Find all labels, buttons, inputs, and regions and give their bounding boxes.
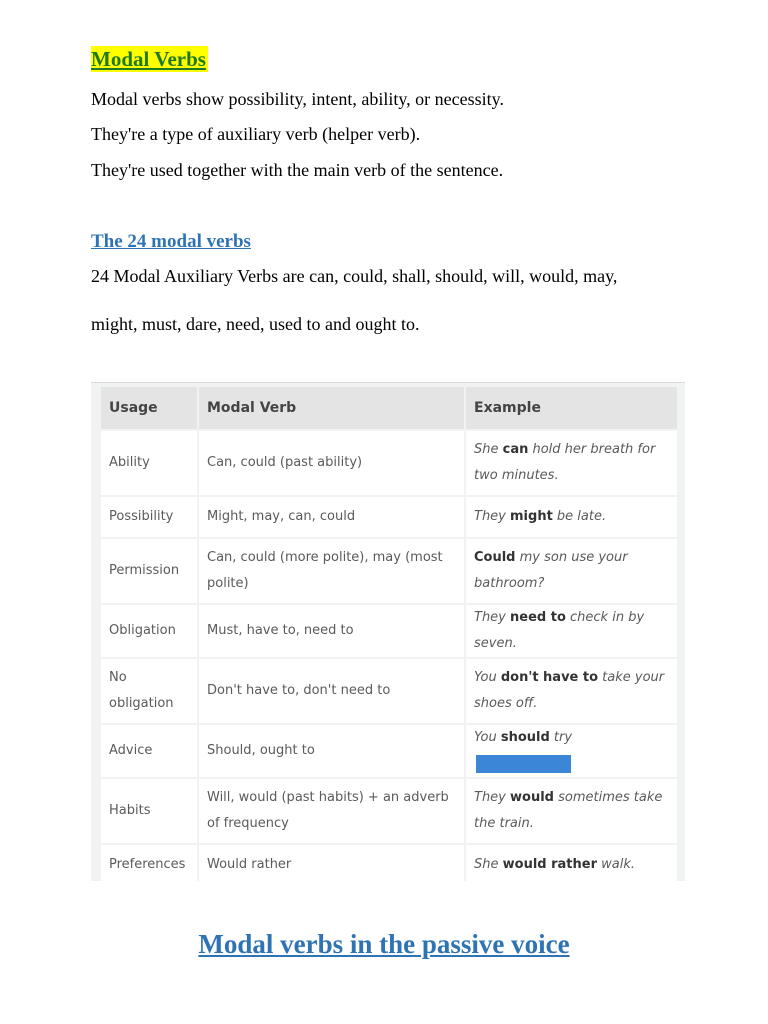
usage-cell: Obligation: [101, 605, 197, 657]
modal-verbs-table: [99, 385, 679, 887]
table-row: [101, 779, 677, 843]
example-text-before: They: [474, 790, 511, 805]
table-header-row: [101, 387, 677, 429]
example-text-before: You: [474, 670, 501, 685]
example-text-before: She: [474, 857, 503, 872]
example-modal-verb: might: [510, 509, 553, 524]
example-text-before: You: [474, 730, 501, 745]
example-modal-verb: can: [502, 442, 529, 457]
table-row: [101, 431, 677, 495]
section-heading: The 24 modal verbs: [91, 231, 251, 252]
modal-verb-cell: Might, may, can, could: [199, 497, 464, 537]
example-cell: [466, 845, 677, 885]
table-row: [101, 497, 677, 537]
modal-verb-cell: Can, could (past ability): [199, 431, 464, 495]
table-row: [101, 845, 677, 885]
example-modal-verb: should: [500, 730, 550, 745]
example-cell: [466, 725, 677, 777]
example-text-after: walk.: [597, 857, 636, 872]
modal-list-line-2: might, must, dare, need, used to and ought to.: [91, 314, 420, 334]
intro-line-2: They're a type of auxiliary verb (helper verb).: [91, 124, 421, 144]
intro-line-3: They're used together with the main verb of the sentence.: [91, 160, 504, 180]
example-modal-verb: don't have to: [500, 670, 599, 685]
modal-verb-cell: Can, could (more polite), may (most polite): [199, 539, 464, 603]
usage-cell: No obligation: [101, 659, 197, 723]
example-cell: [466, 431, 677, 495]
table-row: [101, 725, 677, 777]
modal-verb-cell: Would rather: [199, 845, 464, 885]
usage-cell: Habits: [101, 779, 197, 843]
highlight-box: [476, 755, 571, 773]
example-text-after: my son use your bathroom?: [474, 550, 628, 591]
example-text-after: be late.: [552, 509, 607, 524]
example-cell: [466, 779, 677, 843]
modal-verb-cell: Don't have to, don't need to: [199, 659, 464, 723]
modal-verb-cell: Must, have to, need to: [199, 605, 464, 657]
example-text-after: take your shoes off.: [474, 670, 665, 711]
example-modal-verb: would: [510, 790, 554, 805]
example-cell: [466, 539, 677, 603]
example-text-before: She: [474, 442, 503, 457]
intro-line-1: Modal verbs show possibility, intent, ability, or necessity.: [91, 89, 504, 109]
usage-cell: Permission: [101, 539, 197, 603]
example-text-after: try: [549, 730, 573, 745]
example-modal-verb: Could: [474, 550, 516, 565]
example-modal-verb: would rather: [502, 857, 597, 872]
example-cell: [466, 659, 677, 723]
usage-cell: Preferences: [101, 845, 197, 885]
example-cell: [466, 497, 677, 537]
usage-cell: Ability: [101, 431, 197, 495]
modal-verbs-table-image: [91, 382, 685, 881]
modal-verb-cell: Will, would (past habits) + an adverb of frequency: [199, 779, 464, 843]
column-header-usage: Usage: [101, 387, 197, 429]
example-text-after: hold her breath for two minutes.: [474, 442, 656, 483]
example-text-before: They: [474, 610, 511, 625]
modal-list-line-1: 24 Modal Auxiliary Verbs are can, could, shall, should, will, would, may,: [91, 266, 618, 286]
table-row: [101, 539, 677, 603]
footer-heading: [0, 926, 768, 962]
example-text-after: sometimes take the train.: [474, 790, 663, 831]
example-text-after: check in by seven.: [474, 610, 645, 651]
column-header-modal-verb: Modal Verb: [199, 387, 464, 429]
footer-heading-text: Modal verbs in the passive voice: [198, 929, 570, 959]
example-cell: [466, 605, 677, 657]
example-modal-verb: need to: [510, 610, 566, 625]
usage-cell: Advice: [101, 725, 197, 777]
usage-cell: Possibility: [101, 497, 197, 537]
table-row: [101, 659, 677, 723]
example-text-before: They: [474, 509, 511, 524]
page-title: Modal Verbs: [91, 47, 206, 71]
column-header-example: Example: [466, 387, 677, 429]
table-row: [101, 605, 677, 657]
modal-verb-cell: Should, ought to: [199, 725, 464, 777]
